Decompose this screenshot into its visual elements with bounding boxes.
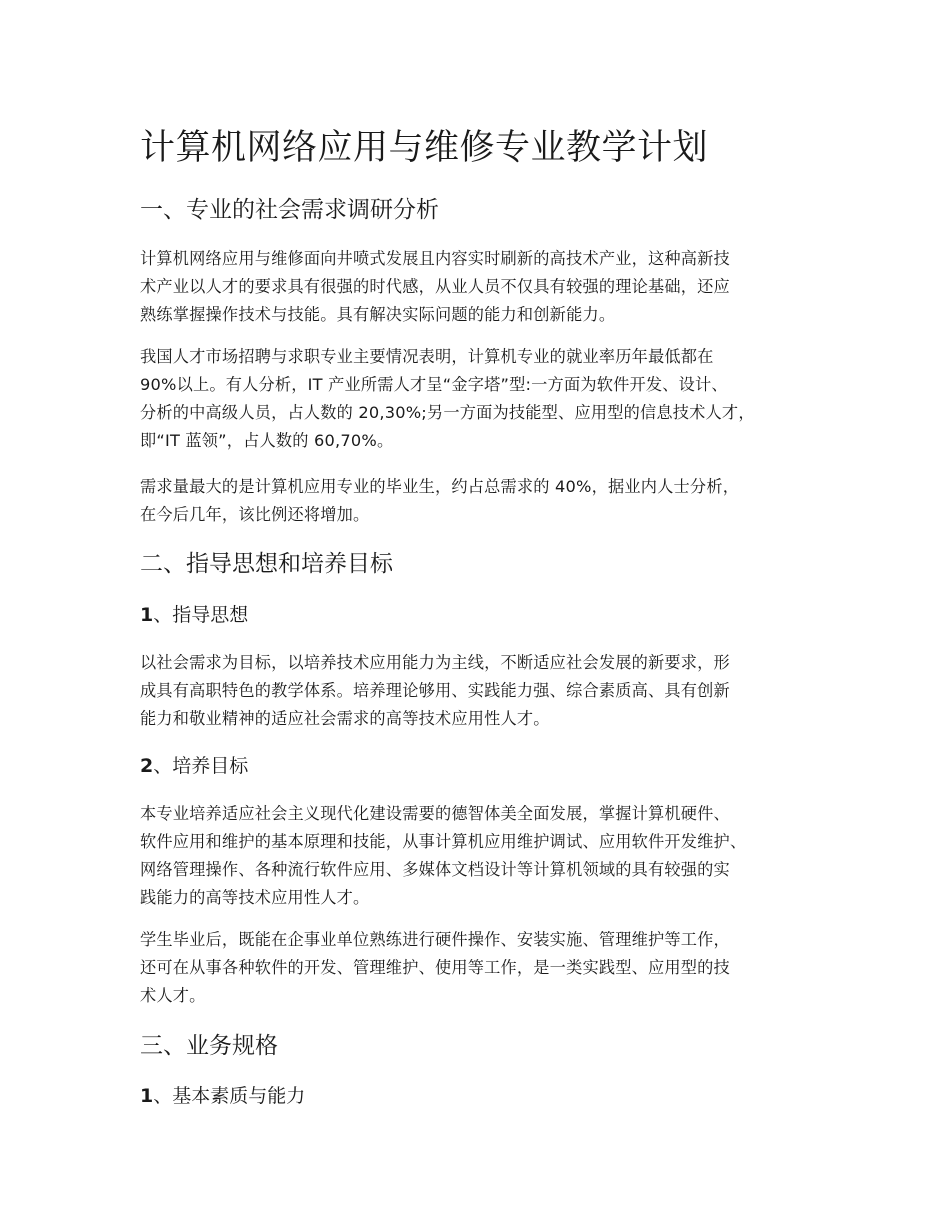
subsection-number: 2	[140, 755, 154, 777]
subsection-3-1-heading	[140, 1082, 305, 1110]
section-1-paragraph-1	[140, 245, 830, 329]
text-line: 需求量最大的是计算机应用专业的毕业生，约占总需求的 40%，据业内人士分析，	[140, 477, 740, 496]
text-line: 网络管理操作、各种流行软件应用、多媒体文档设计等计算机领域的具有较强的实	[140, 860, 730, 879]
subsection-2-2-paragraph-2	[140, 926, 830, 1010]
subsection-number: 1	[140, 604, 154, 626]
text-line: 计算机网络应用与维修面向井喷式发展且内容实时刷新的高技术产业，这种高新技	[140, 249, 730, 268]
subsection-label: 、指导思想	[153, 604, 249, 626]
text-line: 术人才。	[140, 986, 206, 1005]
text-line: 还可在从事各种软件的开发、管理维护、使用等工作，是一类实践型、应用型的技	[140, 958, 730, 977]
text-line: 熟练掌握操作技术与技能。具有解决实际问题的能力和创新能力。	[140, 305, 616, 324]
text-line: 以社会需求为目标，以培养技术应用能力为主线，不断适应社会发展的新要求，形	[140, 653, 730, 672]
text-line: 分析的中高级人员，占人数的 20,30%;另一方面为技能型、应用型的信息技术人才，	[140, 403, 755, 422]
text-line: 本专业培养适应社会主义现代化建设需要的德智体美全面发展，掌握计算机硬件、	[140, 804, 730, 823]
text-line: 90%以上。有人分析，IT 产业所需人才呈“金字塔”型:一方面为软件开发、设计、	[140, 375, 728, 394]
subsection-label: 、培养目标	[153, 755, 249, 777]
text-line: 成具有高职特色的教学体系。培养理论够用、实践能力强、综合素质高、具有创新	[140, 681, 730, 700]
text-line: 我国人才市场招聘与求职专业主要情况表明，计算机专业的就业率历年最低都在	[140, 347, 714, 366]
text-line: 在今后几年，该比例还将增加。	[140, 505, 370, 524]
subsection-2-2-heading	[140, 752, 248, 780]
text-line: 能力和敬业精神的适应社会需求的高等技术应用性人才。	[140, 709, 550, 728]
subsection-2-1-heading	[140, 601, 248, 629]
subsection-2-2-paragraph-1	[140, 800, 830, 912]
subsection-2-1-paragraph	[140, 649, 830, 733]
section-3-heading: 三、业务规格	[140, 1033, 278, 1059]
text-line: 术产业以人才的要求具有很强的时代感，从业人员不仅具有较强的理论基础，还应	[140, 277, 730, 296]
text-line: 即“IT 蓝领”，占人数的 60,70%。	[140, 431, 394, 450]
subsection-label: 、基本素质与能力	[153, 1085, 306, 1107]
section-1-paragraph-3	[140, 473, 830, 529]
text-line: 软件应用和维护的基本原理和技能，从事计算机应用维护调试、应用软件开发维护、	[140, 832, 747, 851]
text-line: 学生毕业后，既能在企事业单位熟练进行硬件操作、安装实施、管理维护等工作，	[140, 930, 730, 949]
section-2-heading: 二、指导思想和培养目标	[140, 551, 393, 577]
section-1-paragraph-2	[140, 343, 830, 455]
text-line: 践能力的高等技术应用性人才。	[140, 888, 370, 907]
document-title: 计算机网络应用与维修专业教学计划	[140, 128, 709, 168]
subsection-number: 1	[140, 1085, 154, 1107]
section-1-heading: 一、专业的社会需求调研分析	[140, 197, 439, 223]
